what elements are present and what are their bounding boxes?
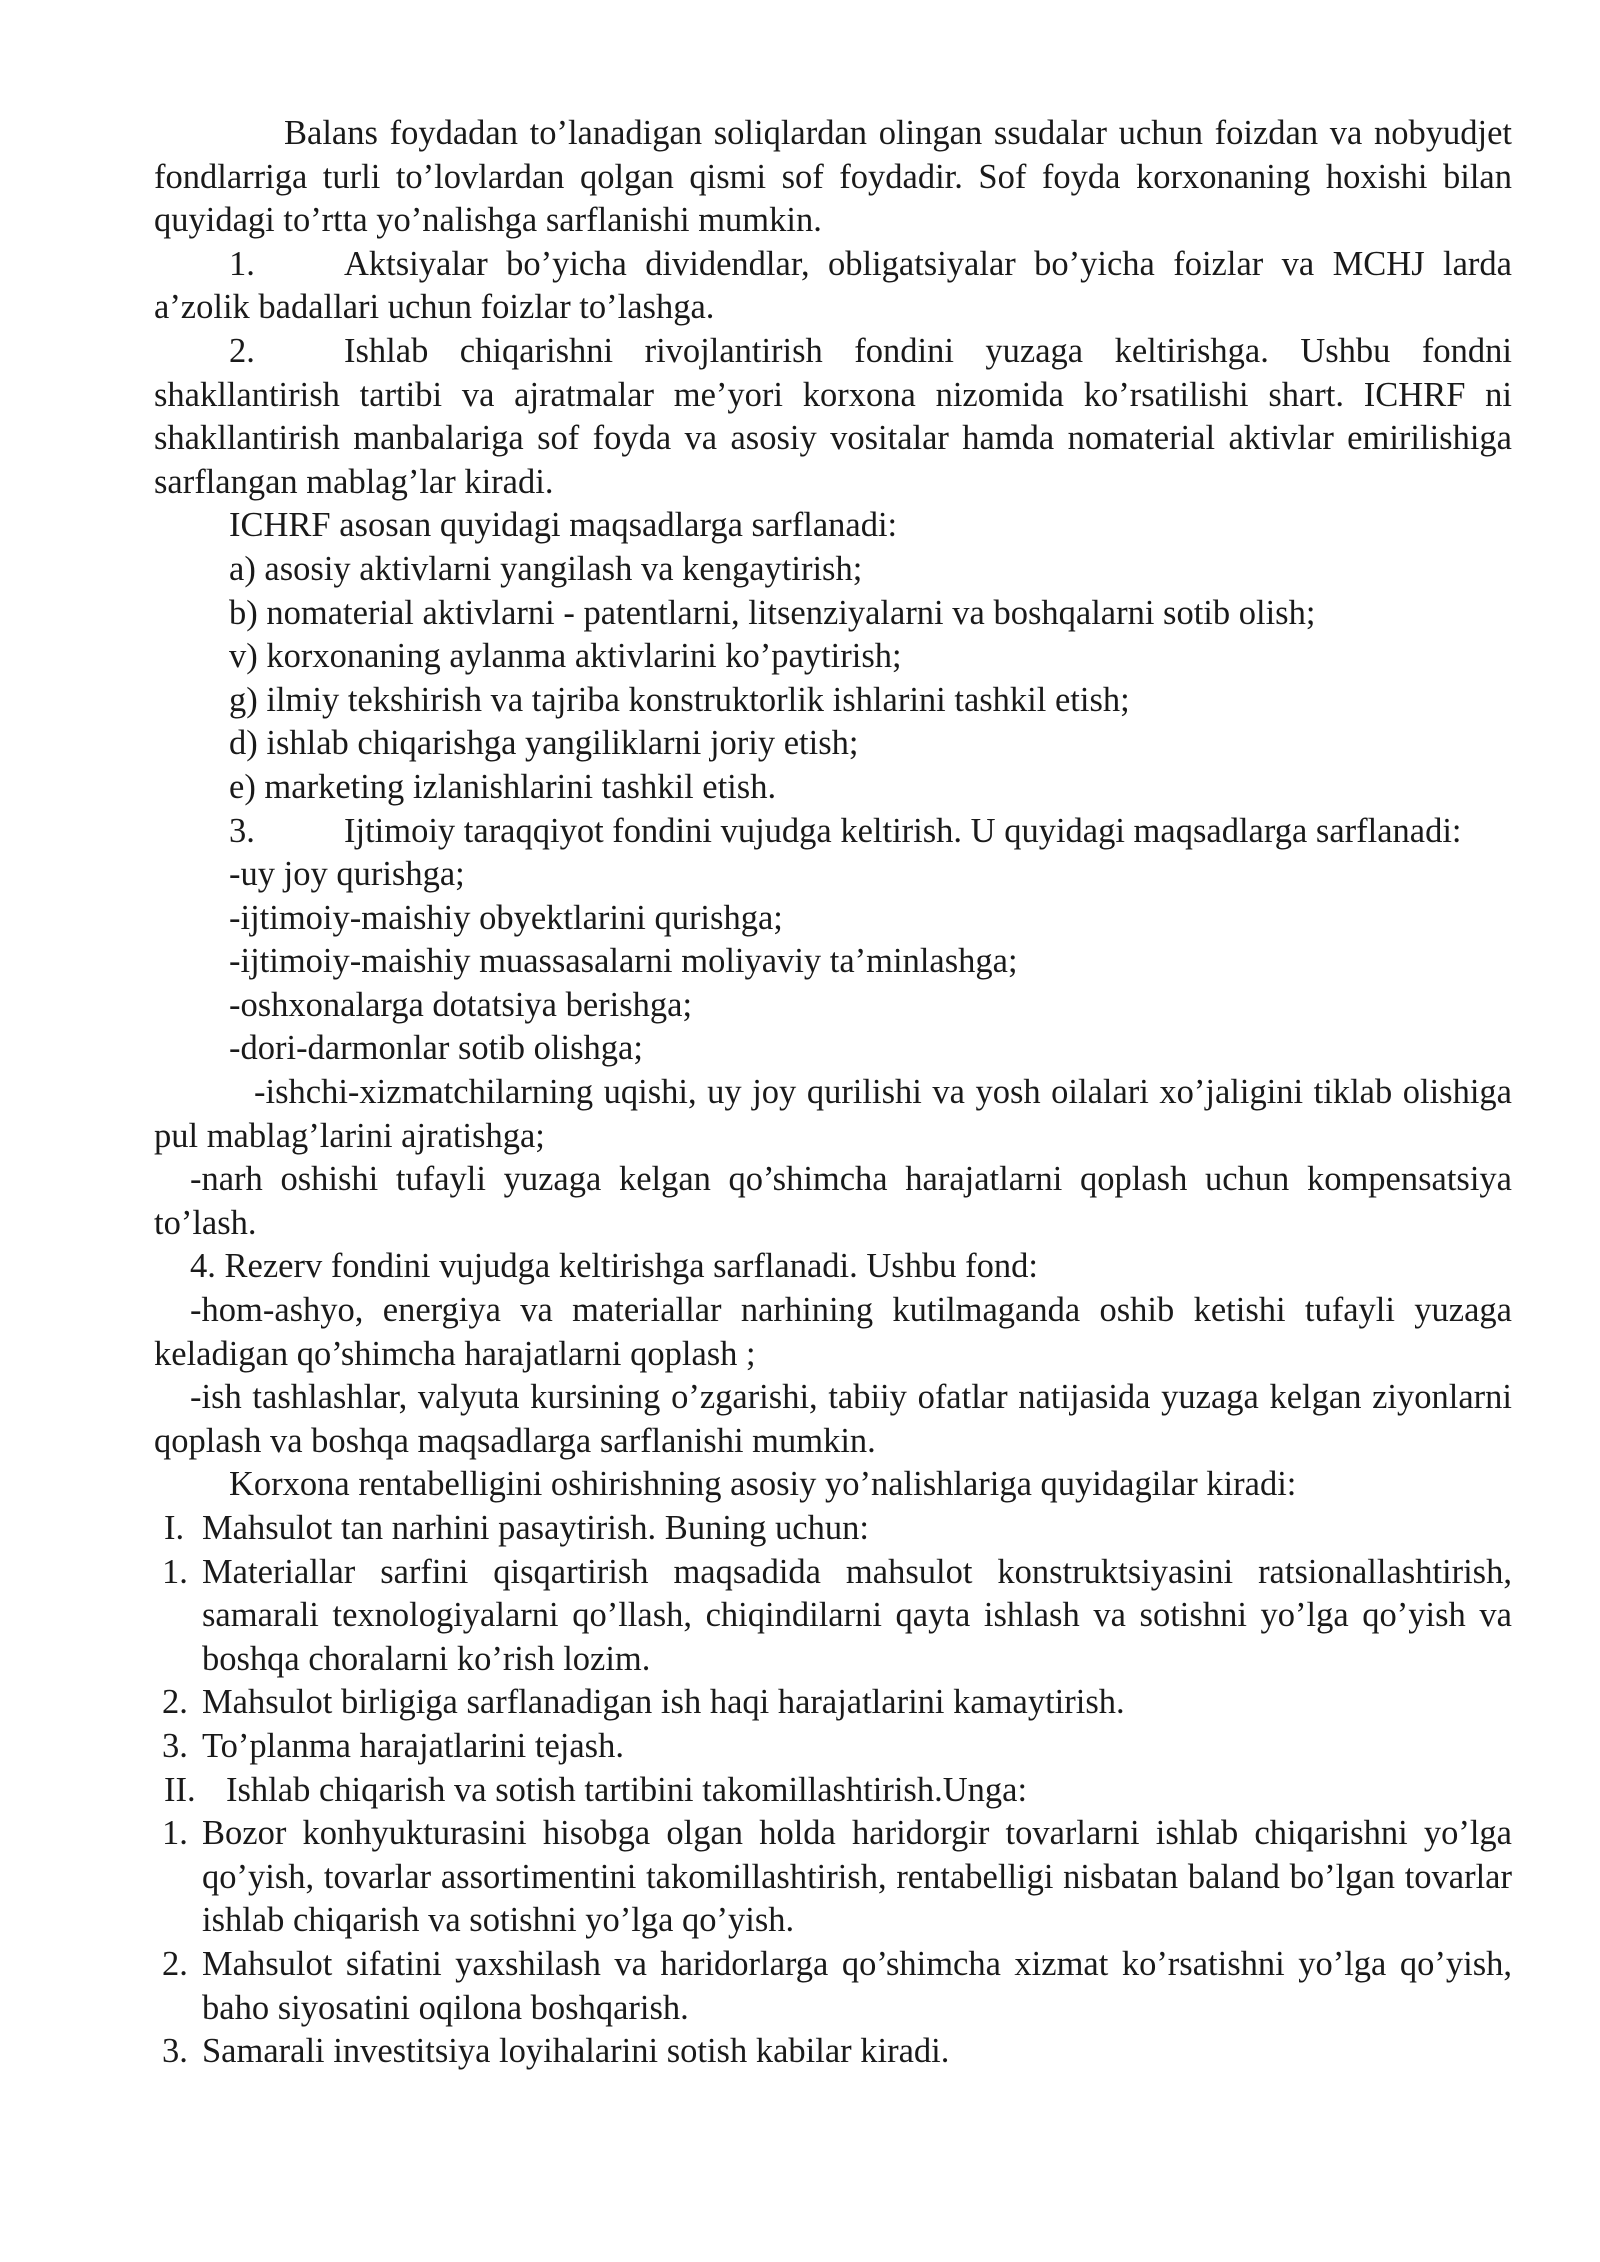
item-text: Samarali investitsiya loyihalarini sotish kabilar kiradi. <box>202 2032 950 2071</box>
section-heading-cost-reduction <box>154 1507 1512 1551</box>
section-marker: II. <box>164 1770 196 1809</box>
document-page <box>154 112 1512 2074</box>
item-number: 3. <box>162 2032 188 2071</box>
item-text: Aktsiyalar bo’yicha dividendlar, obligatsiyalar bo’yicha foizlar va MCHJ larda a’zolik badallari uchun foizlar to’lashga. <box>154 244 1512 327</box>
list-item-dividends <box>154 243 1512 330</box>
item-text: Mahsulot birligiga sarflanadigan ish haqi harajatlarini kamaytirish. <box>202 1683 1125 1722</box>
list-item <box>154 1681 1512 1725</box>
item-text: Mahsulot sifatini yaxshilash va haridorlarga qo’shimcha xizmat ko’rsatishni yo’lga qo’yish, baho siyosatini oqilona boshqarish. <box>202 1944 1512 2027</box>
item-number: 1. <box>229 244 255 283</box>
paragraph-worker-support: -ishchi-xizmatchilarning uqishi, uy joy qurilishi va yosh oilalari xo’jaligini tiklab olishiga pul mablag’larini ajratishga; <box>154 1073 1512 1155</box>
list-item <box>154 1725 1512 1769</box>
item-number: 2. <box>229 331 255 370</box>
list-item-reserve-fund: 4. Rezerv fondini vujudga keltirishga sarflanadi. Ushbu fond: <box>190 1247 1038 1286</box>
item-number: 3. <box>162 1726 188 1765</box>
section-title: Mahsulot tan narhini pasaytirish. Buning uchun: <box>202 1509 869 1547</box>
section-heading-production-improvement <box>154 1769 1512 1813</box>
item-text: To’planma harajatlarini tejash. <box>202 1726 624 1765</box>
item-number: 3. <box>229 811 255 850</box>
paragraph-reserve-materials: -hom-ashyo, energiya va materiallar narhining kutilmaganda oshib ketishi tufayli yuzaga keladigan qo’shimcha harajatlarni qoplash ; <box>154 1291 1512 1373</box>
item-number: 2. <box>162 1683 188 1722</box>
list-item: b) nomaterial aktivlarni - patentlarni, litsenziyalarni va boshqalarni sotib olish; <box>229 593 1316 632</box>
list-item <box>154 1551 1512 1682</box>
list-item: -dori-darmonlar sotib olishga; <box>229 1029 643 1068</box>
list-item: e) marketing izlanishlarini tashkil etish. <box>229 767 777 806</box>
list-item <box>154 1812 1512 1943</box>
list-item <box>154 2030 1512 2074</box>
item-number: 2. <box>162 1944 188 1983</box>
paragraph-net-profit: Balans foydadan to’lanadigan soliqlardan olingan ssudalar uchun foizdan va nobyudjet fondlarriga turli to’lovlardan qolgan qismi sof foydadir. Sof foyda korxonaning hoxishi bilan quyidagi to’rtta yo’nalishga sarflanishi mumkin. <box>154 114 1512 240</box>
list-item: v) korxonaning aylanma aktivlarini ko’paytirish; <box>229 637 902 676</box>
list-item: g) ilmiy tekshirish va tajriba konstruktorlik ishlarini tashkil etish; <box>229 680 1130 719</box>
paragraph-profitability-intro: Korxona rentabelligini oshirishning asosiy yo’nalishlariga quyidagilar kiradi: <box>229 1465 1297 1504</box>
list-item: -ijtimoiy-maishiy muassasalarni moliyaviy ta’minlashga; <box>229 942 1018 981</box>
list-item: d) ishlab chiqarishga yangiliklarni joriy etish; <box>229 724 859 763</box>
item-number: 1. <box>162 1814 188 1853</box>
section-marker: I. <box>164 1509 185 1547</box>
paragraph-reserve-losses: -ish tashlashlar, valyuta kursining o’zgarishi, tabiiy ofatlar natijasida yuzaga kelgan ziyonlarni qoplash va boshqa maqsadlarga sarflanishi mumkin. <box>154 1378 1512 1460</box>
list-item-social-fund <box>154 810 1512 854</box>
paragraph-ichrf-intro: ICHRF asosan quyidagi maqsadlarga sarflanadi: <box>229 506 898 545</box>
item-text: Ijtimoiy taraqqiyot fondini vujudga keltirish. U quyidagi maqsadlarga sarflanadi: <box>344 811 1462 850</box>
list-item: -ijtimoiy-maishiy obyektlarini qurishga; <box>229 898 783 937</box>
paragraph-compensation: -narh oshishi tufayli yuzaga kelgan qo’shimcha harajatlarni qoplash uchun kompensatsiya to’lash. <box>154 1160 1512 1242</box>
list-item <box>154 1943 1512 2030</box>
item-text: Bozor konhyukturasini hisobga olgan holda haridorgir tovarlarni ishlab chiqarishni yo’lga qo’yish, tovarlar assortimentini takomillashtirish, rentabelligi nisbatan baland bo’lgan tovarlar ishlab chiqarish va sotishni yo’lga qo’yish. <box>202 1814 1512 1940</box>
item-text: Materiallar sarfini qisqartirish maqsadida mahsulot konstruktsiyasini ratsionallashtirish, samarali texnologiyalarni qo’llash, chiqindilarni qayta ishlash va sotishni yo’lga qo’yish va boshqa choralarni ko’rish lozim. <box>202 1552 1512 1678</box>
list-item: a) asosiy aktivlarni yangilash va kengaytirish; <box>229 549 863 588</box>
list-item: -uy joy qurishga; <box>229 855 465 894</box>
list-item-development-fund <box>154 330 1512 504</box>
section-title: Ishlab chiqarish va sotish tartibini takomillashtirish.Unga: <box>226 1770 1028 1809</box>
list-item: -oshxonalarga dotatsiya berishga; <box>229 985 693 1024</box>
item-text: Ishlab chiqarishni rivojlantirish fondini yuzaga keltirishga. Ushbu fondni shakllantirish tartibi va ajratmalar me’yori korxona nizomida ko’rsatilishi shart. ICHRF ni shakllantirish manbalariga sof foyda va asosiy vositalar hamda nomaterial aktivlar emirilishiga sarflangan mablag’lar kiradi. <box>154 331 1512 501</box>
item-number: 1. <box>162 1552 188 1591</box>
